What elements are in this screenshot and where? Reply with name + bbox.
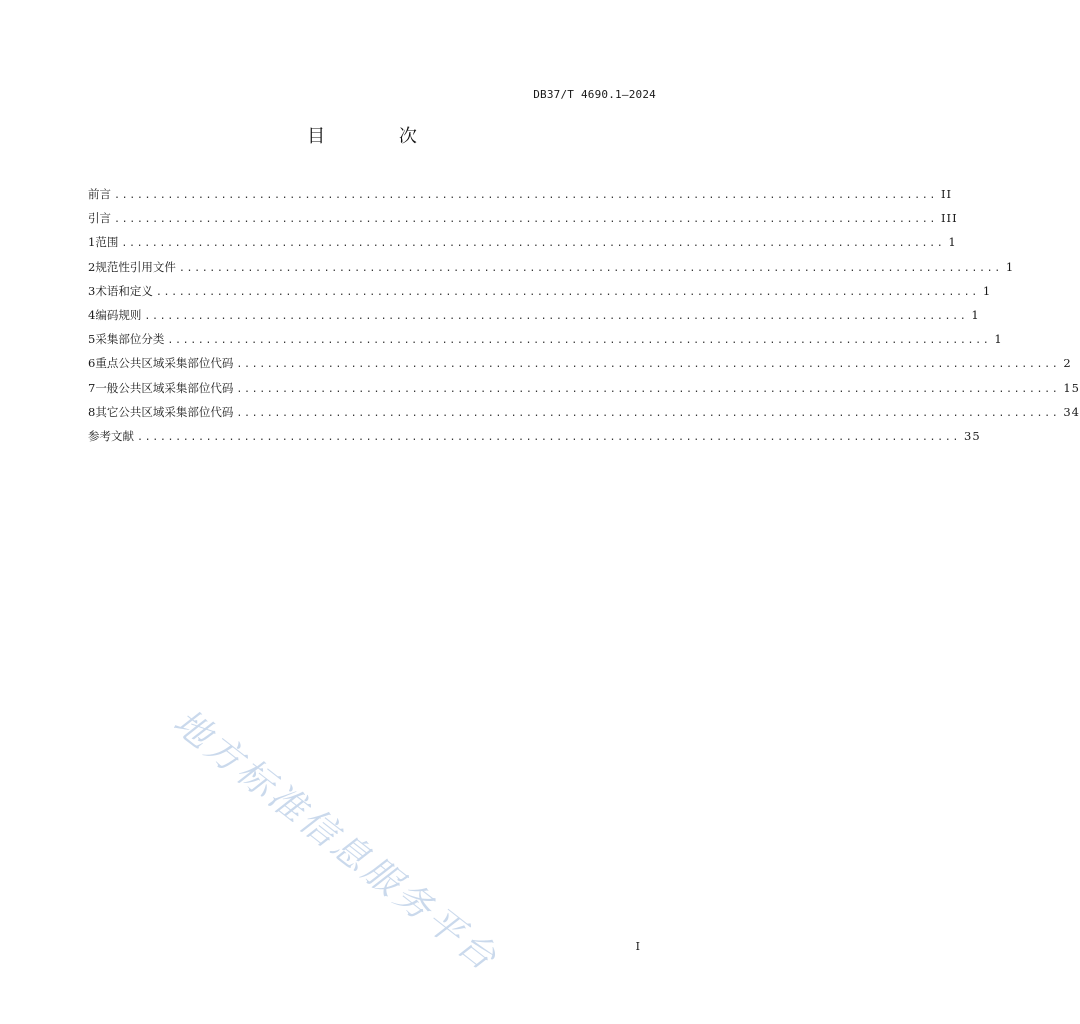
toc-entry-title: 术语和定义	[95, 283, 153, 298]
toc-leader-dots: ............................................................................................................	[178, 262, 1002, 274]
toc-entry-bibliography[interactable]	[88, 428, 981, 452]
toc-leader-dots: ............................................................................................................	[114, 190, 938, 201]
toc-entry-7[interactable]	[88, 380, 1080, 404]
toc-entry-title: 范围	[95, 235, 119, 250]
toc-leader-dots: ............................................................................................................	[137, 431, 961, 443]
document-code: DB37/T 4690.1—2024	[533, 88, 656, 101]
toc-entry-number: 8	[88, 404, 96, 419]
toc-leader-dots: ............................................................................................................	[236, 383, 1060, 395]
toc-entry-number: 1	[88, 235, 96, 250]
toc-leader-dots: ............................................................................................................	[114, 214, 938, 226]
toc-entry-number: 2	[88, 259, 96, 274]
toc-leader-dots: ............................................................................................................	[236, 359, 1060, 371]
toc-entry-6[interactable]	[88, 355, 1072, 379]
toc-entry-title: 重点公共区域采集部位代码	[95, 356, 234, 371]
toc-entry-title: 编码规则	[95, 307, 142, 322]
toc-leader-dots: ............................................................................................................	[155, 286, 979, 298]
toc-entry-page: III	[941, 211, 958, 226]
toc-entry-page: II	[941, 187, 953, 201]
toc-entry-page: 1	[982, 283, 992, 298]
page-title: 目 次	[307, 126, 451, 147]
toc-entry-number: 4	[88, 307, 96, 322]
toc-entry-title: 引言	[88, 211, 111, 226]
toc-leader-dots: ............................................................................................................	[236, 407, 1060, 419]
page-number: I	[635, 940, 640, 953]
toc-entry-4[interactable]	[88, 307, 980, 331]
toc-entry-title: 采集部位分类	[95, 332, 165, 347]
toc-entry-page: 35	[964, 428, 981, 443]
toc-entry-page: 34	[1063, 404, 1080, 419]
watermark-text: 地方标准信息服务平台	[165, 701, 506, 981]
toc-leader-dots: ............................................................................................................	[167, 335, 991, 347]
toc-entry-3[interactable]	[88, 283, 992, 307]
toc-entry-page: 1	[1005, 259, 1015, 274]
toc-entry-title: 前言	[88, 187, 111, 201]
toc-entry-page: 1	[948, 235, 957, 250]
toc-entry-page: 1	[971, 307, 980, 322]
toc-entry-number: 6	[88, 356, 96, 371]
toc-entry-title: 一般公共区域采集部位代码	[95, 380, 234, 395]
toc-entry-2[interactable]	[88, 259, 1015, 283]
toc-entry-title: 参考文献	[88, 428, 134, 443]
toc-entry-page: 1	[994, 332, 1003, 347]
toc-entry-page: 2	[1063, 356, 1072, 371]
toc-entry-introduction[interactable]	[88, 210, 958, 234]
toc-leader-dots: ............................................................................................................	[144, 310, 968, 322]
toc-entry-title: 其它公共区域采集部位代码	[95, 404, 234, 419]
toc-entry-number: 7	[88, 380, 96, 395]
toc-entry-1[interactable]	[88, 234, 957, 258]
table-of-contents	[88, 186, 1080, 452]
toc-entry-preface[interactable]	[88, 186, 953, 210]
toc-entry-page: 15	[1063, 380, 1080, 395]
toc-entry-8[interactable]	[88, 404, 1080, 428]
toc-leader-dots: ............................................................................................................	[121, 238, 945, 250]
toc-entry-number: 3	[88, 283, 96, 298]
toc-entry-number: 5	[88, 332, 96, 347]
toc-entry-5[interactable]	[88, 331, 1003, 355]
toc-entry-title: 规范性引用文件	[95, 259, 176, 274]
